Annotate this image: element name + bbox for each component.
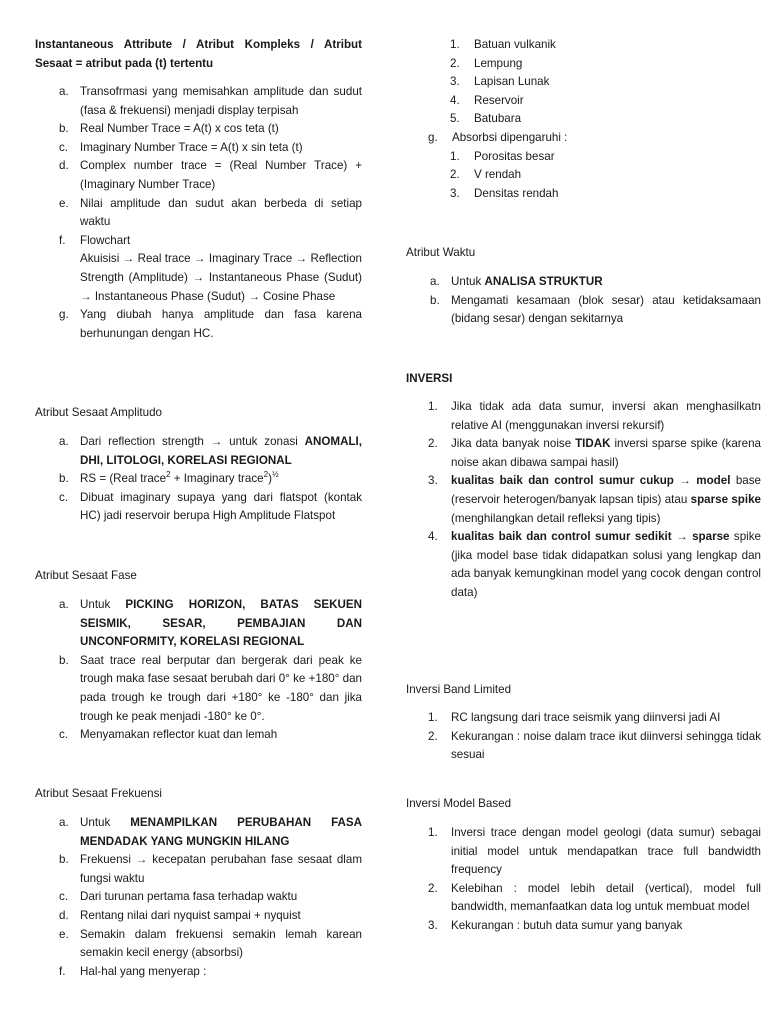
list-item: d. Complex number trace = (Real Number Trace) + (Imaginary Number Trace) bbox=[59, 159, 362, 191]
list-item: g. Yang diubah hanya amplitude dan fasa karena berhunungan dengan HC. bbox=[59, 308, 362, 340]
amplitudo-list bbox=[35, 433, 362, 526]
list-item: d. Rentang nilai dari nyquist sampai + nyquist bbox=[59, 908, 301, 922]
list-item: 2. Kelebihan : model lebih detail (vertical), model full bandwidth, memanfaatkan data log untuk membuat model bbox=[428, 881, 761, 914]
waktu-heading: Atribut Waktu bbox=[406, 246, 476, 259]
list-item: 3. Lapisan Lunak bbox=[450, 75, 550, 89]
list-item: 1. Batuan vulkanik bbox=[450, 38, 556, 51]
list-item: 2. V rendah bbox=[450, 168, 522, 182]
list-item: 1. Inversi trace dengan model geologi (data sumur) sebagai initial model untuk mendapatkan trace full bandwidth frequency bbox=[428, 826, 761, 877]
list-item: b. RS = (Real trace$^2$ + Imaginary trace$^2$)$^{\frac{1}{2}}$ bbox=[59, 470, 279, 486]
model-based-list bbox=[406, 824, 761, 936]
list-item: c. Dari turunan pertama fasa terhadap waktu bbox=[59, 890, 298, 904]
list-item: 2. Kekurangan : noise dalam trace ikut diinversi sehingga tidak sesuai bbox=[428, 729, 761, 762]
list-item: c. Dibuat imaginary supaya yang dari flatspot (kontak HC) jadi reservoir berupa High Amplitude Flatspot bbox=[59, 490, 362, 523]
list-item: 3. kualitas baik dan control sumur cukup → model base (reservoir heterogen/banyak lapsan tipis) atau sparse spike (menghilangkan detail refleksi yang tipis) bbox=[428, 474, 762, 525]
list-item: c. Menyamakan reflector kuat dan lemah bbox=[59, 728, 278, 742]
waktu-list bbox=[406, 273, 761, 329]
list-item: 4. kualitas baik dan control sumur sedikit → sparse spike (jika model base tidak didapatkan solusi yang lengkap dan ada banyak kemungkinan model yang cocok dengan control data) bbox=[428, 530, 761, 599]
list-item: f. Flowchart bbox=[59, 233, 131, 247]
frekuensi-heading: Atribut Sesaat Frekuensi bbox=[35, 787, 162, 800]
list-item: f. Hal-hal yang menyerap : bbox=[59, 964, 207, 978]
list-item: g. Absorbsi dipengaruhi : bbox=[428, 130, 568, 144]
list-item: a. Untuk ANALISA STRUKTUR bbox=[430, 275, 603, 288]
list-item: 2. Jika data banyak noise TIDAK inversi sparse spike (karena noise akan dibawa sampai hasil) bbox=[428, 437, 761, 469]
list-item: b. Real Number Trace = A(t) x cos teta (t) bbox=[59, 122, 279, 136]
frekuensi-list bbox=[35, 814, 362, 981]
list-item: 3. Densitas rendah bbox=[450, 186, 559, 200]
inversi-list bbox=[406, 398, 761, 603]
flowchart-text: Akuisisi → Real trace → Imaginary Trace → Reflection Strength (Amplitude) → Instantaneous Phase (Sudut) → Instantaneous Phase (Sudut) → Cosine Phase bbox=[80, 252, 362, 303]
intro-heading-line2: Sesaat = atribut pada (t) tertentu bbox=[35, 56, 214, 70]
list-item: 2. Lempung bbox=[450, 56, 523, 70]
band-limited-list bbox=[406, 709, 761, 765]
intro-heading-line1: Instantaneous Attribute / Atribut Kompleks / Atribut bbox=[35, 38, 362, 51]
amplitudo-heading: Atribut Sesaat Amplitudo bbox=[35, 406, 162, 419]
list-item: a. Dari reflection strength → untuk zonasi ANOMALI, DHI, LITOLOGI, KORELASI REGIONAL bbox=[59, 435, 362, 467]
list-item: b. Frekuensi → kecepatan perubahan fase sesaat dlam fungsi waktu bbox=[59, 853, 362, 885]
list-item: b. Saat trace real berputar dan bergerak dari peak ke trough maka fase sesaat berubah dari 0° ke +180° dan pada trough ke trough dari +180° ke -180° dan jika trough ke peak menjadi -180° ke 0°. bbox=[59, 653, 362, 723]
fase-heading: Atribut Sesaat Fase bbox=[35, 569, 137, 582]
list-item: e. Semakin dalam frekuensi semakin lemah karean semakin kecil energy (absorbsi) bbox=[59, 927, 362, 960]
list-item: b. Mengamati kesamaan (blok sesar) atau ketidaksamaan (bidang sesar) dengan sekitarnya bbox=[430, 293, 761, 326]
list-item: 1. Porositas besar bbox=[450, 149, 555, 163]
list-item: a. Untuk MENAMPILKAN PERUBAHAN FASA MENDADAK YANG MUNGKIN HILANG bbox=[59, 816, 362, 848]
intro-list bbox=[35, 83, 362, 343]
list-item: 1. Jika tidak ada data sumur, inversi akan menghasilkatn relative AI (menggunakan inversi rekursif) bbox=[428, 400, 761, 432]
list-item: 5. Batubara bbox=[450, 112, 522, 126]
band-limited-heading: Inversi Band Limited bbox=[406, 683, 512, 696]
inversi-heading: INVERSI bbox=[406, 372, 453, 385]
list-item: 3. Kekurangan : butuh data sumur yang banyak bbox=[428, 918, 683, 932]
list-item: a. Transofrmasi yang memisahkan amplitude dan sudut (fasa & frekuensi) menjadi display terpisah bbox=[59, 85, 362, 117]
menyerap-list bbox=[406, 36, 761, 203]
intro-heading bbox=[35, 36, 362, 73]
list-item: e. Nilai amplitude dan sudut akan berbeda di setiap waktu bbox=[59, 196, 362, 229]
list-item: 4. Reservoir bbox=[450, 93, 524, 107]
list-item: a. Untuk PICKING HORIZON, BATAS SEKUEN SEISMIK, SESAR, PEMBAJIAN DAN UNCONFORMITY, KORELASI REGIONAL bbox=[59, 598, 362, 649]
list-item: 1. RC langsung dari trace seismik yang diinversi jadi AI bbox=[428, 711, 721, 724]
list-item: c. Imaginary Number Trace = A(t) x sin teta (t) bbox=[59, 140, 303, 154]
fase-list bbox=[35, 596, 362, 745]
model-based-heading: Inversi Model Based bbox=[406, 797, 512, 810]
